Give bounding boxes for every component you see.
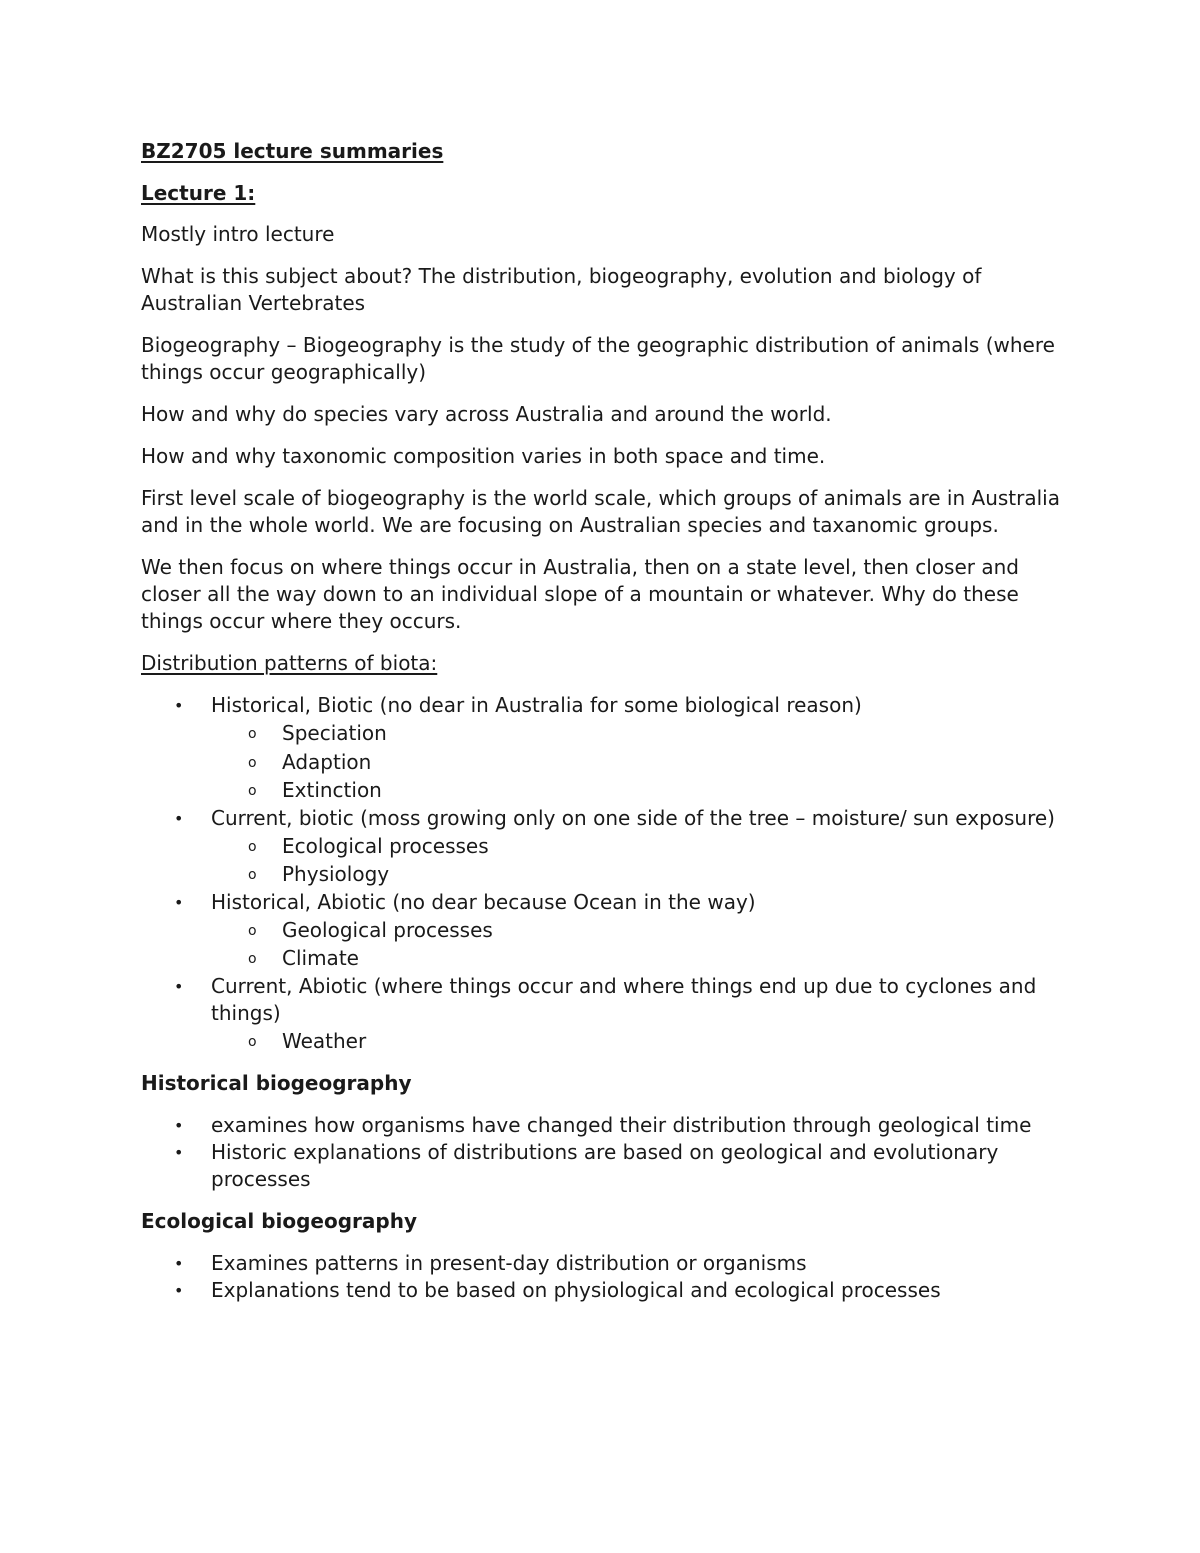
bullet-icon: • bbox=[174, 1281, 184, 1300]
sub-list-item bbox=[211, 832, 1071, 861]
distribution-heading: Distribution patterns of biota: bbox=[141, 651, 438, 675]
sub-list bbox=[211, 719, 1071, 805]
sub-bullet-icon: o bbox=[248, 783, 257, 799]
list-item-label: Current, Abiotic (where things occur and where things end up due to cyclones and things) bbox=[211, 973, 1037, 1025]
section-heading-historical: Historical biogeography bbox=[141, 1071, 412, 1095]
list-item bbox=[141, 1250, 1071, 1277]
document-page bbox=[141, 138, 1071, 1304]
list-item bbox=[141, 1277, 1071, 1304]
sub-bullet-icon: o bbox=[248, 1033, 257, 1050]
sub-list bbox=[211, 1027, 1071, 1056]
sub-list-item bbox=[211, 944, 1071, 973]
sub-list-item-label: Speciation bbox=[282, 721, 387, 745]
sub-list-item bbox=[211, 748, 1071, 777]
list-item bbox=[141, 973, 1071, 1056]
distribution-list bbox=[141, 692, 1071, 1055]
sub-bullet-icon: o bbox=[248, 754, 257, 771]
paragraph: What is this subject about? The distribution, biogeography, evolution and biology of Australian Vertebrates bbox=[141, 264, 982, 315]
sub-list-item-label: Geological processes bbox=[282, 917, 493, 942]
bullet-icon: • bbox=[174, 976, 184, 996]
list-item bbox=[141, 805, 1071, 889]
list-item bbox=[141, 1139, 1071, 1193]
paragraph: Mostly intro lecture bbox=[141, 222, 335, 246]
list-item-label: Historic explanations of distributions are based on geological and evolutionary processes bbox=[211, 1140, 999, 1191]
list-item bbox=[141, 692, 1071, 805]
sub-list bbox=[211, 916, 1071, 973]
paragraph: Biogeography – Biogeography is the study of the geographic distribution of animals (where things occur geographically) bbox=[141, 333, 1055, 384]
sub-list-item-label: Extinction bbox=[282, 778, 382, 802]
section-heading-ecological: Ecological biogeography bbox=[141, 1209, 417, 1233]
bullet-icon: • bbox=[174, 696, 184, 715]
lecture-heading: Lecture 1: bbox=[141, 181, 256, 205]
sub-bullet-icon: o bbox=[248, 726, 257, 742]
sub-list-item bbox=[211, 1027, 1071, 1056]
list-item bbox=[141, 1112, 1071, 1139]
sub-bullet-icon: o bbox=[248, 867, 257, 883]
sub-list-item bbox=[211, 719, 1071, 748]
sub-list-item-label: Adaption bbox=[282, 749, 372, 774]
bullet-icon: • bbox=[174, 808, 184, 828]
sub-list-item bbox=[211, 860, 1071, 889]
historical-list bbox=[141, 1112, 1071, 1193]
sub-list-item-label: Ecological processes bbox=[282, 833, 489, 858]
sub-list-item bbox=[211, 776, 1071, 805]
list-item-label: Historical, Biotic (no dear in Australia for some biological reason) bbox=[211, 693, 862, 717]
list-item-label: Explanations tend to be based on physiological and ecological processes bbox=[211, 1278, 941, 1302]
paragraph: How and why taxonomic composition varies in both space and time. bbox=[141, 444, 826, 468]
paragraph: We then focus on where things occur in Australia, then on a state level, then closer and closer all the way down to an individual slope of a mountain or whatever. Why do these things occur where they occurs. bbox=[141, 555, 1019, 633]
ecological-list bbox=[141, 1250, 1071, 1304]
list-item-label: examines how organisms have changed their distribution through geological time bbox=[211, 1113, 1032, 1137]
bullet-icon: • bbox=[174, 892, 184, 912]
list-item-label: Current, biotic (moss growing only on one side of the tree – moisture/ sun exposure) bbox=[211, 805, 1055, 830]
sub-list-item-label: Physiology bbox=[282, 862, 390, 886]
bullet-icon: • bbox=[174, 1116, 184, 1135]
sub-list bbox=[211, 832, 1071, 889]
bullet-icon: • bbox=[174, 1254, 184, 1273]
sub-bullet-icon: o bbox=[248, 922, 257, 939]
list-item bbox=[141, 889, 1071, 973]
sub-list-item bbox=[211, 916, 1071, 945]
paragraph: How and why do species vary across Australia and around the world. bbox=[141, 402, 832, 426]
bullet-icon: • bbox=[174, 1143, 184, 1162]
list-item-label: Examines patterns in present-day distribution or organisms bbox=[211, 1251, 807, 1275]
list-item-label: Historical, Abiotic (no dear because Ocean in the way) bbox=[211, 889, 756, 914]
sub-list-item-label: Climate bbox=[282, 946, 359, 970]
document-title: BZ2705 lecture summaries bbox=[141, 139, 444, 163]
sub-list-item-label: Weather bbox=[282, 1028, 367, 1053]
sub-bullet-icon: o bbox=[248, 838, 257, 855]
sub-bullet-icon: o bbox=[248, 951, 257, 967]
paragraph: First level scale of biogeography is the world scale, which groups of animals are in Australia and in the whole world. We are focusing on Australian species and taxanomic groups. bbox=[141, 486, 1060, 537]
